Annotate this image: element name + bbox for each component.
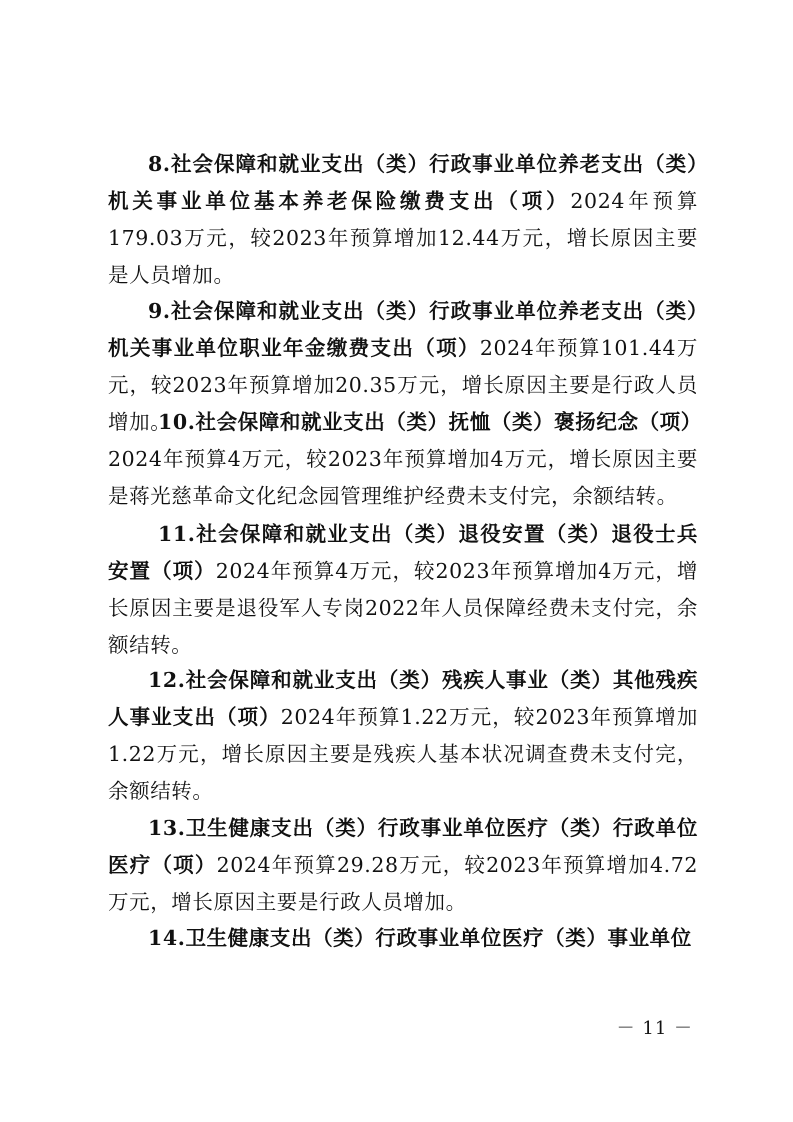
paragraph-item-12: [108, 662, 698, 810]
paragraph-item-11: [108, 516, 698, 664]
paragraph-body: 2024年预算29.28万元，较2023年预算增加4.72万元，增长原因主要是行政人员增加。: [108, 853, 698, 914]
paragraph-heading: 11.社会保障和就业支出（类）退役安置（类）退役士兵安置（项）: [108, 522, 698, 583]
paragraph-heading: 12.社会保障和就业支出（类）残疾人事业（类）其他残疾人事业支出（项）: [108, 668, 698, 729]
paragraph-body: 2024年预算4万元，较2023年预算增加4万元，增长原因主要是退役军人专岗2022年人员保障经费未支付完，余额结转。: [108, 559, 699, 657]
paragraph-heading: 14.卫生健康支出（类）行政事业单位医疗（类）事业单位: [148, 926, 692, 950]
paragraph-heading: 9.社会保障和就业支出（类）行政事业单位养老支出（类）机关事业单位职业年金缴费支出（项）: [108, 299, 698, 360]
paragraph-heading: 13.卫生健康支出（类）行政事业单位医疗（类）行政单位医疗（项）: [108, 816, 698, 877]
paragraph-body: 2024年预算4万元，较2023年预算增加4万元，增长原因主要是蒋光慈革命文化纪念园管理维护经费未支付完，余额结转。: [108, 447, 698, 508]
paragraph-item-10: [108, 404, 702, 515]
paragraph-heading: 8.社会保障和就业支出（类）行政事业单位养老支出（类）机关事业单位基本养老保险缴费支出（项）: [108, 152, 698, 213]
page-number: － 11 －: [616, 1018, 693, 1039]
paragraph-item-13: [108, 810, 698, 921]
paragraph-body: 2024年预算101.44万元，较2023年预算增加20.35万元，增长原因主要是行政人员增加。: [108, 336, 698, 434]
paragraph-heading: 10.社会保障和就业支出（类）抚恤（类）褒扬纪念（项）: [158, 410, 702, 434]
paragraph-item-8: [108, 146, 698, 294]
paragraph-body: 2024年预算179.03万元，较2023年预算增加12.44万元，增长原因主要是人员增加。: [108, 189, 698, 287]
paragraph-item-14: [108, 920, 698, 957]
paragraph-body: 2024年预算1.22万元，较2023年预算增加1.22万元，增长原因主要是残疾人基本状况调查费未支付完，余额结转。: [108, 705, 698, 803]
